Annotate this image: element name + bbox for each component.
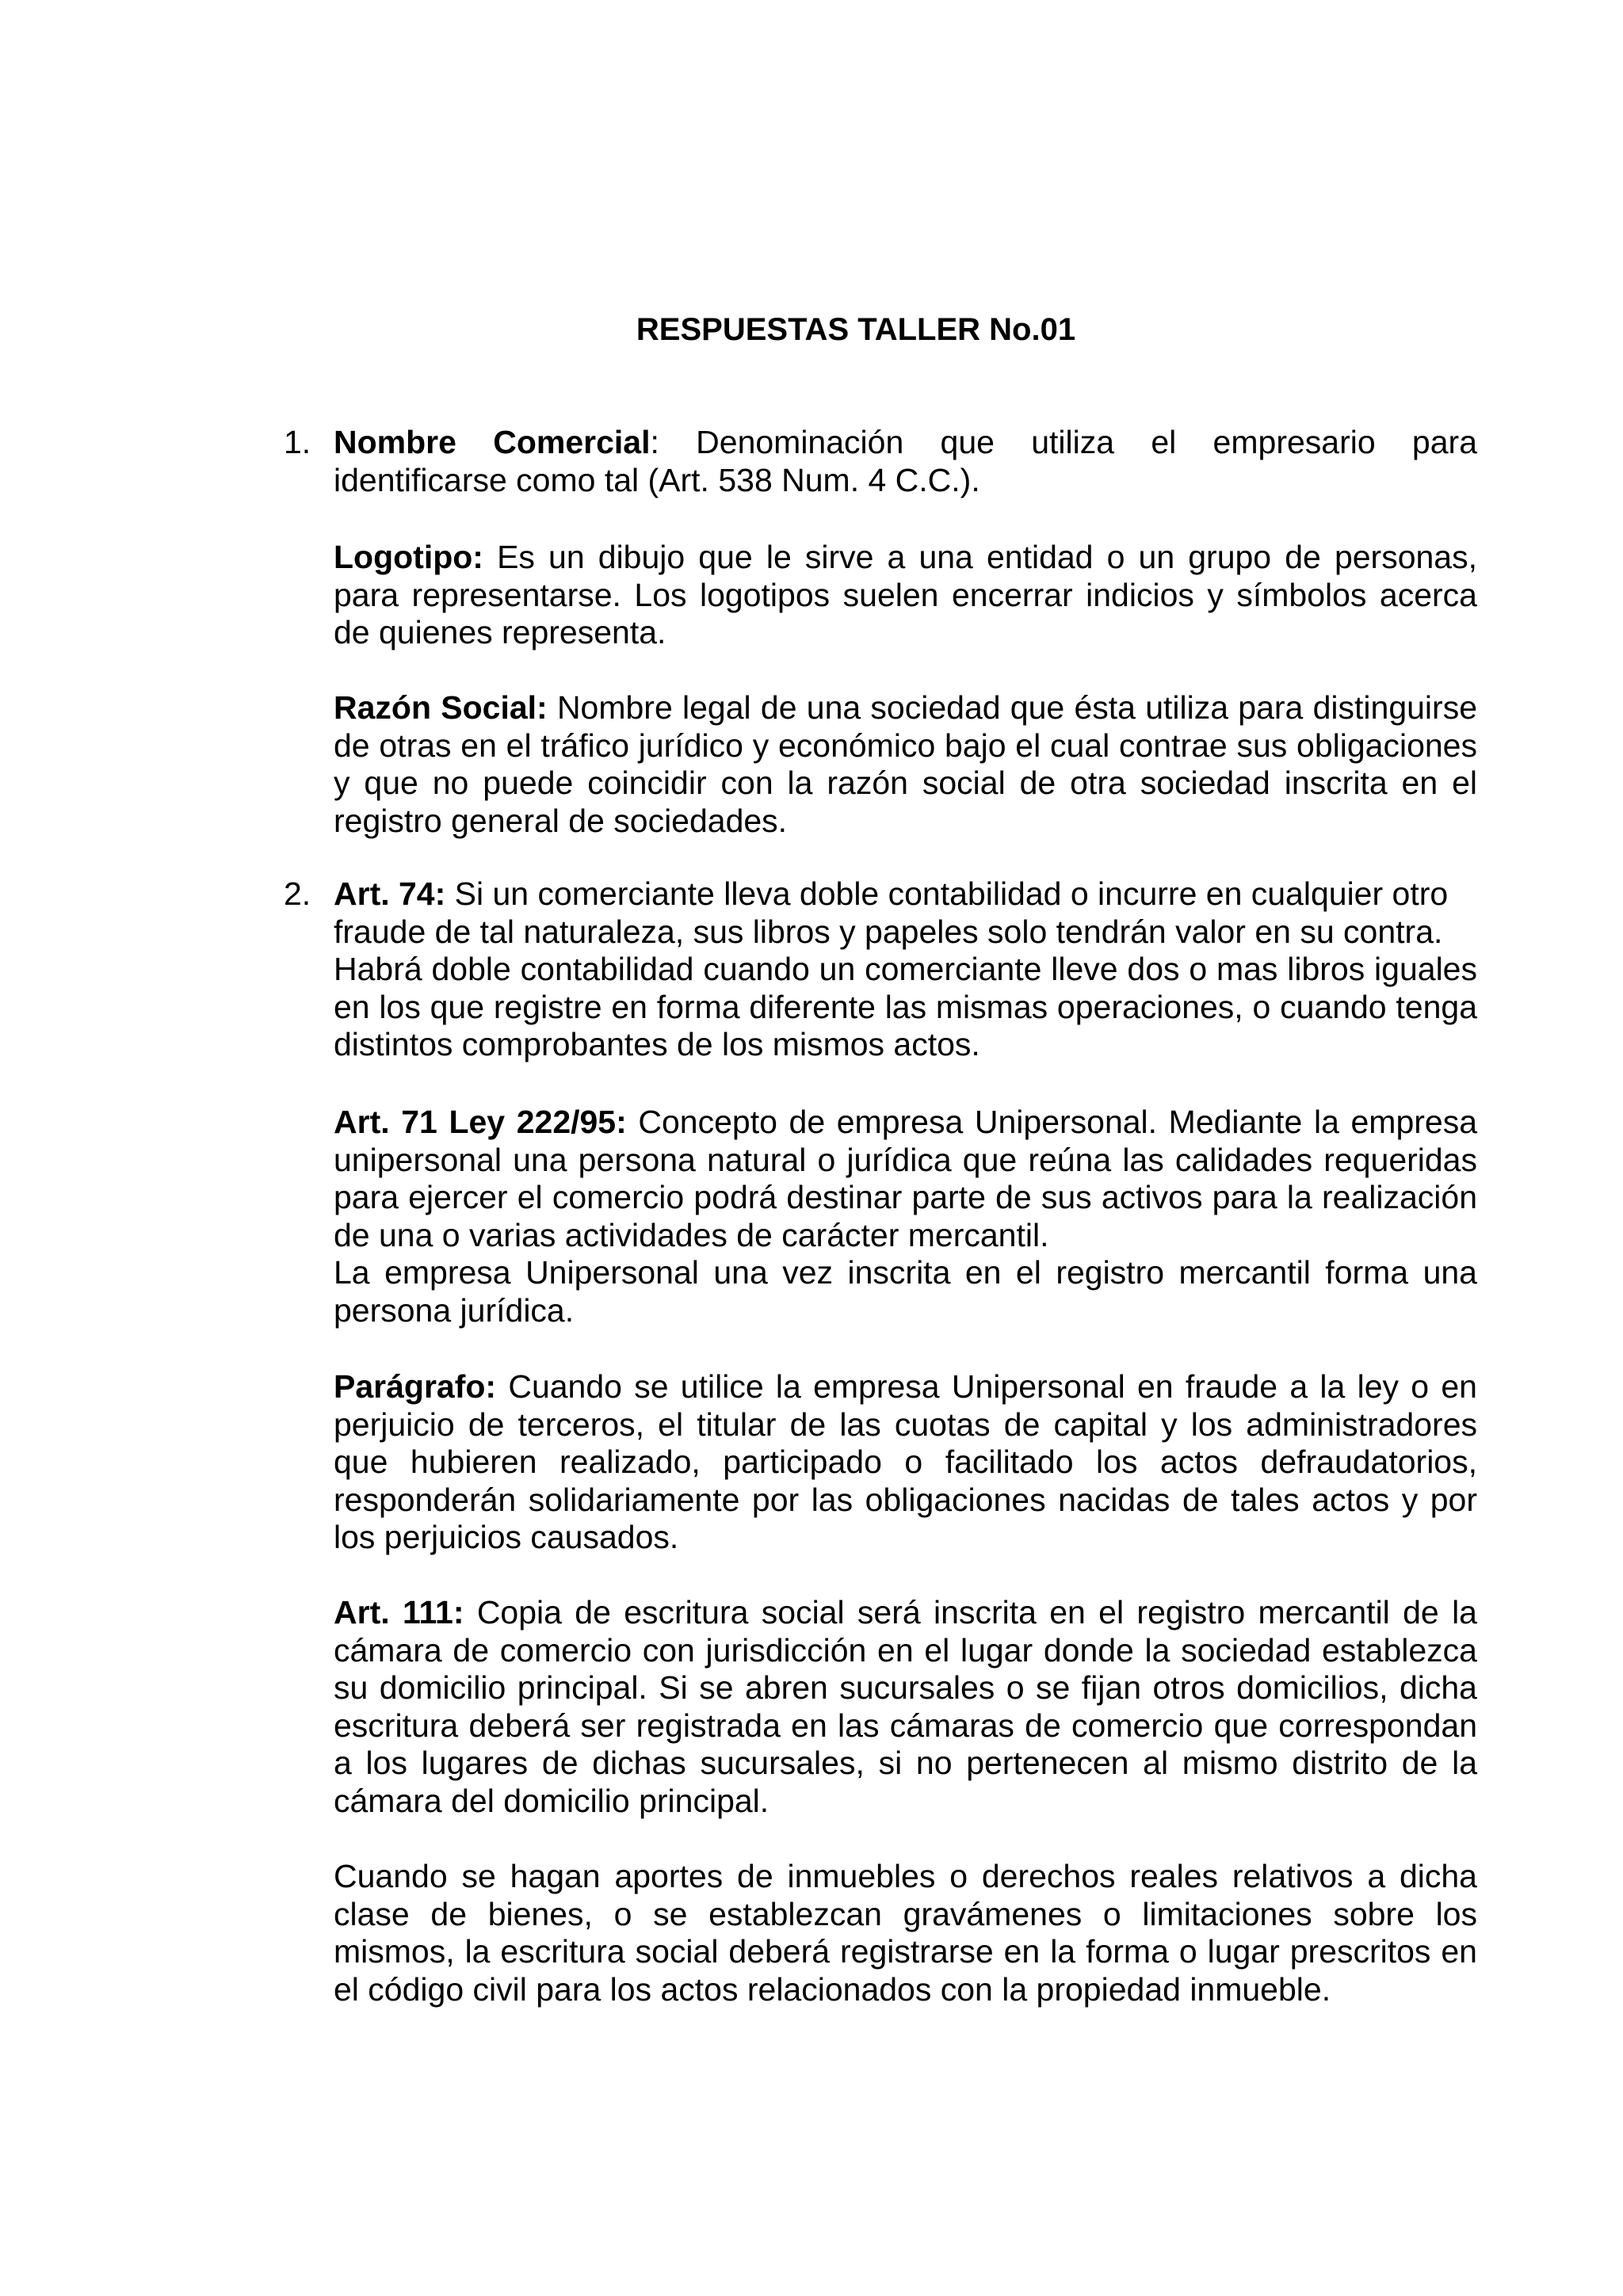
paragrafo-body: Cuando se utilice la empresa Unipersonal en fraude a la ley o en perjuicio de terceros, el titular de las cuotas de capital y los administradores que hubieren realizado, participado o facilitado los actos defraudatorios, responderán solidariamente por las obligaciones nacidas de tales actos y por los perjuicios causados.	[334, 1368, 1477, 1555]
art-111-text	[334, 1594, 1477, 1820]
art-71-text-2: La empresa Unipersonal una vez inscrita en el registro mercantil forma una persona jurídica.	[334, 1254, 1477, 1329]
art-71-definition	[334, 1104, 1477, 1329]
logotipo-definition	[334, 539, 1477, 652]
nombre-comercial-line-2: identificarse como tal (Art. 538 Num. 4 C.C.).	[334, 461, 980, 498]
paragrafo-term: Parágrafo:	[334, 1368, 497, 1405]
razon-social-body: Nombre legal de una sociedad que ésta utiliza para distinguirse de otras en el tráfico jurídico y económico bajo el cual contrae sus obligaciones y que no puede coincidir con la razón social de otra sociedad inscrita en el registro general de sociedades.	[334, 689, 1477, 839]
logotipo-term: Logotipo:	[334, 539, 483, 575]
art-74-body: Habrá doble contabilidad cuando un comerciante lleve dos o mas libros iguales en los que registre en forma diferente las mismas operaciones, o cuando tenga distintos comprobantes de los mismos actos.	[334, 951, 1477, 1062]
page-title: RESPUESTAS TALLER No.01	[636, 312, 1076, 347]
art-71-term: Art. 71 Ley 222/95:	[334, 1104, 627, 1140]
art-74-term: Art. 74:	[334, 875, 446, 912]
item-number-2: 2.	[284, 875, 311, 912]
art-74-line-1-text: Si un comerciante lleva doble contabilidad o incurre en cualquier otro	[445, 875, 1449, 912]
item-number-1: 1.	[284, 424, 311, 460]
art-111-definition	[334, 1594, 1477, 1820]
nombre-comercial-term: Nombre Comercial	[334, 424, 651, 460]
aportes-text: Cuando se hagan aportes de inmuebles o derechos reales relativos a dicha clase de bienes, o se establezcan gravámenes o limitaciones sobre los mismos, la escritura social deberá registrarse en la forma o lugar prescritos en el código civil para los actos relacionados con la propiedad inmueble.	[334, 1858, 1477, 2008]
nombre-comercial-line-1	[334, 424, 1477, 462]
nombre-comercial-line-1-text: : Denominación que utiliza el empresario para	[650, 424, 1477, 460]
logotipo-text	[334, 539, 1477, 652]
nombre-comercial-definition	[284, 424, 1477, 499]
razon-social-definition	[334, 689, 1477, 840]
paragrafo-definition	[334, 1368, 1477, 1557]
art-71-text	[334, 1104, 1477, 1254]
razon-social-term: Razón Social:	[334, 689, 548, 726]
art-111-term: Art. 111:	[334, 1594, 464, 1630]
art-74-definition	[284, 875, 1477, 1064]
art-111-body: Copia de escritura social será inscrita en el registro mercantil de la cámara de comercio con jurisdicción en el lugar donde la sociedad establezca su domicilio principal. Si se abren sucursales o se fijan otros domicilios, dicha escritura deberá ser registrada en las cámaras de comercio que correspondan a los lugares de dichas sucursales, si no pertenecen al mismo distrito de la cámara del domicilio principal.	[334, 1594, 1477, 1819]
art-74-line-2: fraude de tal naturaleza, sus libros y papeles solo tendrán valor en su contra.	[334, 913, 1443, 950]
logotipo-body: Es un dibujo que le sirve a una entidad o un grupo de personas, para representarse. Los logotipos suelen encerrar indicios y símbolos acerca de quienes representa.	[334, 539, 1477, 650]
paragrafo-text	[334, 1368, 1477, 1557]
aportes-paragraph	[334, 1858, 1477, 2008]
art-71-body: Concepto de empresa Unipersonal. Mediante la empresa unipersonal una persona natural o jurídica que reúna las calidades requeridas para ejercer el comercio podrá destinar parte de sus activos para la realización de una o varias actividades de carácter mercantil.	[334, 1104, 1478, 1253]
razon-social-text	[334, 689, 1477, 840]
art-74-line-1	[334, 875, 1477, 913]
